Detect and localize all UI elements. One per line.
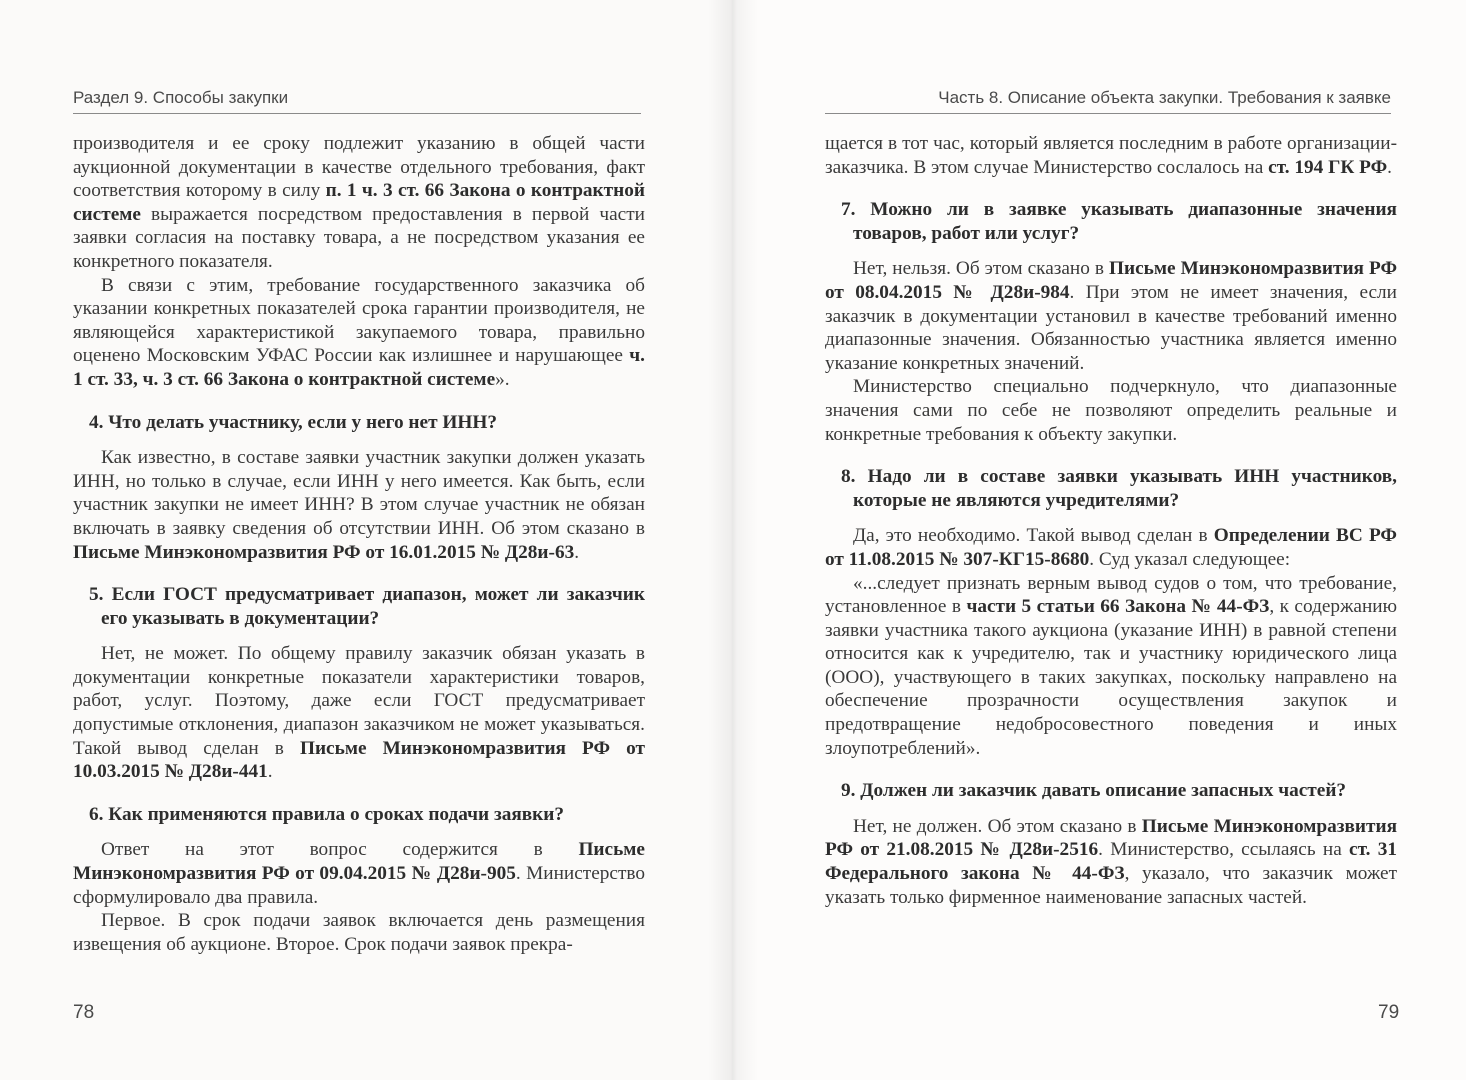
- question-heading: 6. Как применяются правила о сроках подачи заявки?: [89, 803, 565, 825]
- law-reference: ч. 1 ст. 33, ч. 3 ст. 66 Закона о контрактной системе: [73, 345, 645, 390]
- question-heading: 8. Надо ли в составе заявки указывать ИНН участников, которые не являются учредителями?: [841, 466, 1397, 511]
- law-reference: Письме Минэкономразвития РФ от 09.04.2015 № Д28и-905: [73, 839, 645, 885]
- page-number: 78: [73, 1002, 95, 1023]
- law-reference: ст. 31 Федерального закона № 44-ФЗ: [825, 839, 1397, 885]
- law-reference: Письме Минэкономразвития РФ от 21.08.2015 № Д28и-2516: [825, 815, 1398, 861]
- law-reference: п. 1 ч. 3 ст. 66 Закона о контрактной системе: [73, 180, 645, 225]
- paragraph: Нет, нельзя. Об этом сказано в Письме Минэкономразвития РФ от 08.04.2015 № Д28и-984. При этом не имеет значения, если заказчик в документации установил в качестве требований именно диапазонные значения. Обязанностью участника является именно указание конкретных значений.: [825, 258, 1397, 374]
- paragraph: Первое. В срок подачи заявок включается день размещения извещения об аукционе. Второе. Срок подачи заявок прекра-: [73, 910, 645, 955]
- law-reference: Определении ВС РФ от 11.08.2015 № 307-КГ15-8680: [825, 525, 1397, 570]
- law-reference: части 5 статьи 66 Закона № 44-ФЗ: [966, 596, 1270, 618]
- paragraph: В связи с этим, требование государственного заказчика об указании конкретных показателей срока гарантии производителя, не являющейся характеристикой закупаемого товара, правильно оценено Московским УФАС России как излишнее и нарушающее ч. 1 ст. 33, ч. 3 ст. 66 Закона о контрактной системе».: [73, 274, 645, 390]
- question-heading: 4. Что делать участнику, если у него нет ИНН?: [89, 411, 498, 433]
- right-page: [733, 0, 1466, 1080]
- left-running-head: Раздел 9. Способы закупки: [73, 88, 641, 114]
- law-reference: Письме Минэкономразвития РФ от 16.01.2015 № Д28и-63: [73, 541, 575, 563]
- law-reference: Письме Минэкономразвития РФ от 10.03.2015 № Д28и-441: [73, 737, 645, 783]
- question-heading: 5. Если ГОСТ предусматривает диапазон, может ли заказчик его указывать в документации?: [89, 584, 645, 629]
- law-reference: Письме Минэкономразвития РФ от 08.04.2015 № Д28и-984: [825, 258, 1397, 303]
- paragraph: щается в тот час, который является последним в работе организации-заказчика. В этом случае Министерство сослалось на ст. 194 ГК РФ.: [825, 133, 1397, 178]
- paragraph: Нет, не может. По общему правилу заказчик обязан указать в документации конкретные показатели характеристики товаров, работ, услуг. Поэтому, даже если ГОСТ предусматривает допустимые отклонения, диапазон заказчиком не может указываться. Такой вывод сделан в Письме Минэкономразвития РФ от 10.03.2015 № Д28и-441.: [73, 643, 645, 783]
- paragraph: Да, это необходимо. Такой вывод сделан в Определении ВС РФ от 11.08.2015 № 307-КГ15-8680. Суд указал следующее:: [825, 525, 1397, 570]
- law-reference: ст. 194 ГК РФ: [1268, 156, 1388, 178]
- left-page-body: [73, 132, 645, 956]
- paragraph: Ответ на этот вопрос содержится в Письме Минэкономразвития РФ от 09.04.2015 № Д28и-905. Министерство сформулировало два правила.: [73, 839, 645, 908]
- question-heading: 9. Должен ли заказчик давать описание запасных частей?: [841, 780, 1347, 802]
- page-number: 79: [1378, 1002, 1400, 1023]
- right-page-body: [825, 132, 1397, 909]
- paragraph: производителя и ее сроку подлежит указанию в общей части аукционной документации в качестве отдельного требования, факт соответствия которому в силу п. 1 ч. 3 ст. 66 Закона о контрактной системе выражается посредством предоставления в первой части заявки согласия на поставку товара, а не посредством указания ее конкретного показателя.: [73, 133, 645, 272]
- right-running-head: Часть 8. Описание объекта закупки. Требования к заявке: [825, 88, 1391, 114]
- paragraph: Министерство специально подчеркнуло, что диапазонные значения сами по себе не позволяют определить реальные и конкретные требования к объекту закупки.: [825, 376, 1397, 445]
- paragraph: Как известно, в составе заявки участник закупки должен указать ИНН, но только в случае, если ИНН у него имеется. Как быть, если участник закупки не имеет ИНН? В этом случае участник не обязан включать в заявку сведения об отсутствии ИНН. Об этом сказано в Письме Минэкономразвития РФ от 16.01.2015 № Д28и-63.: [73, 447, 645, 563]
- question-heading: 7. Можно ли в заявке указывать диапазонные значения товаров, работ или услуг?: [841, 199, 1397, 244]
- paragraph: Нет, не должен. Об этом сказано в Письме Минэкономразвития РФ от 21.08.2015 № Д28и-2516. Министерство, ссылаясь на ст. 31 Федерального закона № 44-ФЗ, указало, что заказчик может указать только фирменное наименование запасных частей.: [825, 815, 1398, 908]
- quotation: «...следует признать верным вывод судов о том, что требование, установленное в части 5 статьи 66 Закона № 44-ФЗ, к содержанию заявки участника такого аукциона (указание ИНН) в равной степени относится как к учредителю, так и участнику юридического лица (ООО), участвующего в таких закупках, поскольку направлено на обеспечение прозрачности осуществления закупок и предотвращение недобросовестного поведения и иных злоупотреблений».: [825, 572, 1397, 759]
